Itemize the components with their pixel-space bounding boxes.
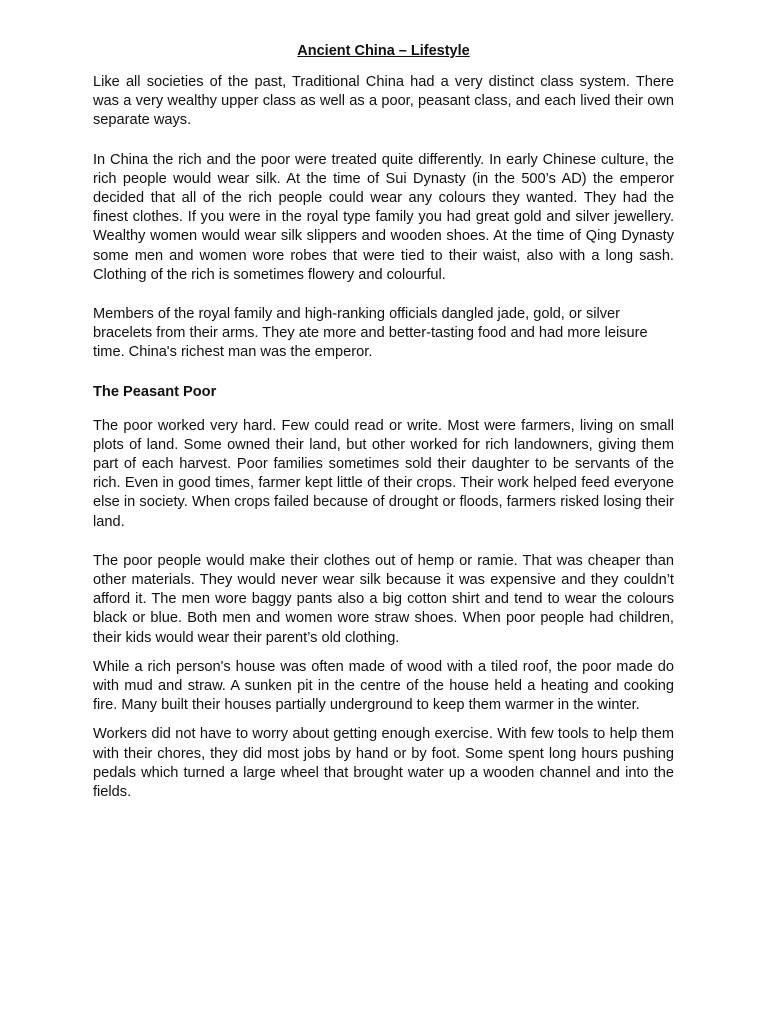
paragraph-workers-exercise: Workers did not have to worry about getting enough exercise. With few tools to help them with their chores, they did most jobs by hand or by foot. Some spent long hours pushing pedals which turned a large wheel that brought water up a wooden channel and into the fields. (93, 726, 674, 801)
paragraph-poor-clothing: The poor people would make their clothes out of hemp or ramie. That was cheaper than other materials. They would never wear silk because it was expensive and they couldn’t afford it. The men wore baggy pants also a big cotton shirt and tend to wear the colours black or blue. Both men and women wore straw shoes. When poor people had children, their kids would wear their parent’s old clothing. (93, 552, 674, 646)
paragraph-poor-work: The poor worked very hard. Few could read or write. Most were farmers, living on small plots of land. Some owned their land, but other worked for rich landowners, giving them part of each harvest. Poor families sometimes sold their daughter to be servants of the rich. Even in good times, farmer kept little of their crops. Their work helped feed everyone else in society. When crops failed because of drought or floods, farmers risked losing their land. (93, 417, 674, 530)
paragraph-class-system: Like all societies of the past, Traditional China had a very distinct class system. There was a very wealthy upper class as well as a poor, peasant class, and each lived their own separate ways. (93, 74, 674, 129)
paragraph-poor-houses: While a rich person's house was often made of wood with a tiled roof, the poor made do with mud and straw. A sunken pit in the centre of the house held a heating and cooking fire. Many built their houses partially underground to keep them warmer in the winter. (93, 658, 674, 714)
paragraph-royal-family: Members of the royal family and high-ranking officials dangled jade, gold, or silver bracelets from their arms. They ate more and better-tasting food and had more leisure time. China's richest man was the emperor. (93, 306, 648, 361)
paragraph-rich-clothing: In China the rich and the poor were treated quite differently. In early Chinese culture, the rich people would wear silk. At the time of Sui Dynasty (in the 500’s AD) the emperor decided that all of the rich people could wear any colours they wanted. They had the finest clothes. If you were in the royal type family you had great gold and silver jewellery. Wealthy women would wear silk slippers and wooden shoes. At the time of Qing Dynasty some men and women wore robes that were tied to their waist, also with a long sash. Clothing of the rich is sometimes flowery and colourful. (93, 151, 674, 283)
document-page (93, 42, 674, 802)
section-heading-peasant-poor: The Peasant Poor (93, 383, 217, 400)
document-title: Ancient China – Lifestyle (297, 43, 470, 59)
